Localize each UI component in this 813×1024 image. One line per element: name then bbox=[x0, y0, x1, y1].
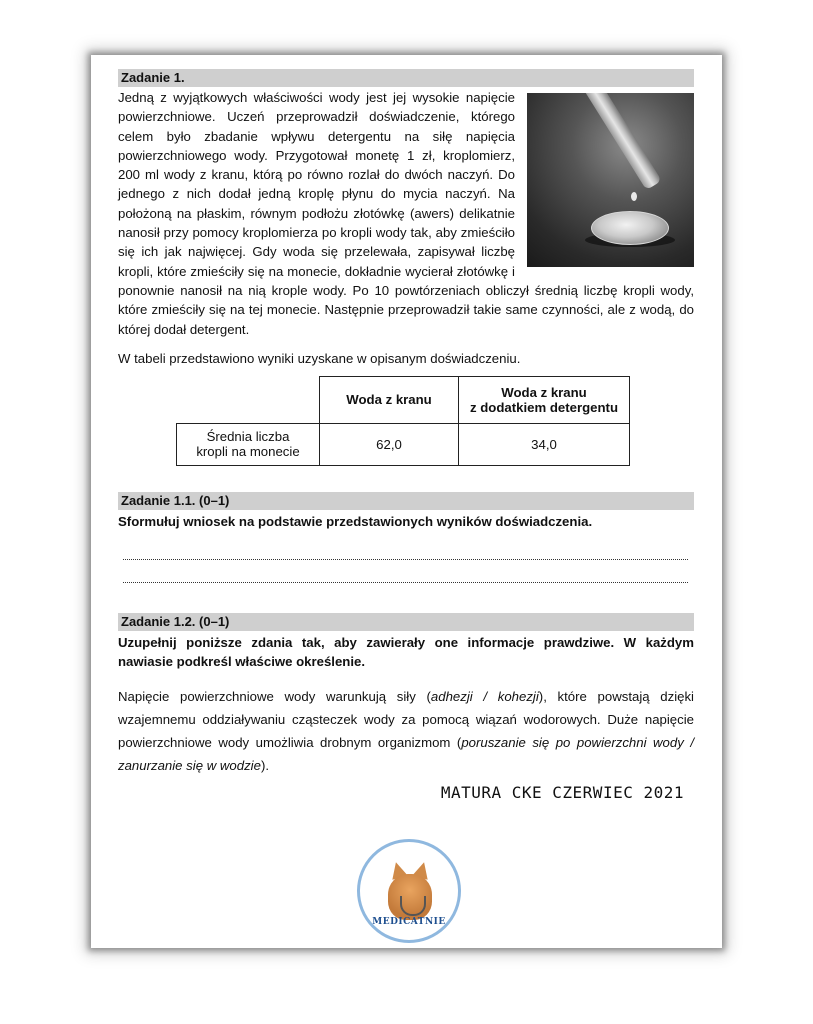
task1-2-paragraph bbox=[118, 685, 694, 777]
task1-2-section bbox=[118, 613, 694, 777]
answer-line-2[interactable] bbox=[123, 560, 688, 583]
header-tap-water-label: Woda z kranu bbox=[346, 392, 432, 408]
matura-stamp: MATURA CKE CZERWIEC 2021 bbox=[440, 782, 684, 802]
logo-text: MEDICATNIE bbox=[372, 917, 446, 927]
option-organisms[interactable]: poruszanie się po powierzchni wody / zanurzanie się w wodzie bbox=[118, 734, 694, 773]
paragraph-part-1: Napięcie powierzchniowe wody warunkują siły ( bbox=[118, 688, 431, 704]
option-forces[interactable]: adhezji / kohezji bbox=[430, 688, 539, 704]
coin-image bbox=[591, 211, 669, 245]
task1-2-question: Uzupełnij poniższe zdania tak, aby zawierały one informacje prawdziwe. W każdym nawiasie podkreśl właściwe określenie. bbox=[118, 634, 694, 669]
table-header-detergent-water bbox=[459, 376, 630, 423]
table-value-tap-water: 62,0 bbox=[320, 423, 459, 465]
medicatnie-logo bbox=[357, 839, 461, 943]
answer-line-1[interactable] bbox=[123, 537, 688, 560]
water-drop-image bbox=[631, 192, 637, 201]
task1-1-heading: Zadanie 1.1. (0–1) bbox=[118, 492, 694, 510]
exam-page bbox=[91, 55, 722, 948]
task1-1-question: Sformułuj wniosek na podstawie przedstawionych wyników doświadczenia. bbox=[118, 513, 593, 529]
paragraph-part-3: ). bbox=[260, 757, 270, 773]
task1-heading: Zadanie 1. bbox=[118, 69, 694, 87]
row-label-line2: kropli na monecie bbox=[196, 444, 300, 460]
table-intro: W tabeli przedstawiono wyniki uzyskane w opisanym doświadczeniu. bbox=[118, 350, 521, 366]
task1-1-section bbox=[118, 492, 694, 583]
pipette-image bbox=[567, 93, 662, 190]
coin-pipette-photo bbox=[527, 93, 694, 267]
table-corner-cell bbox=[177, 376, 320, 423]
page-content bbox=[118, 69, 694, 802]
header-detergent-line2: z dodatkiem detergentu bbox=[469, 399, 618, 415]
table-value-detergent-water: 34,0 bbox=[459, 423, 630, 465]
results-table bbox=[176, 376, 630, 466]
task1-text: Jedną z wyjątkowych właściwości wody jest jej wysokie napięcie powierzchniowe. Uczeń przeprowadził doświadczenie, którego celem było zbadanie wpływu detergentu na siłę napięcia powierzchniowego wody. Przygotował monetę 1 zł, kroplomierz, 200 ml wody z kranu, którą po równo rozlał do dwóch naczyń. Do jednego z nich dodał jedną kroplę płynu do mycia naczyń. Na położoną na płaskim, równym podłożu złotówkę (awers) delikatnie nanosił przy pomocy kroplomierza po kropli wody tak, aby zmieściło się ich jak najwięcej. Gdy woda się przelewała, zapisywał liczbę kropli, które zmieściły się na monecie, dokładnie wycierał złotówkę i ponownie nanosił na nią krople wody. Po 10 powtórzeniach obliczył średnią liczbę kropli wody, które zmieściły się na tej monecie. Następnie przeprowadził takie same czynności, ale z wodą, do której dodał detergent. bbox=[118, 90, 694, 337]
paragraph-part-2: ), które powstają dzięki wzajemnemu oddziaływaniu cząsteczek wody za pomocą wiązań wodorowych. Duże napięcie powierzchniowe wody umożliwia drobnym organizmom ( bbox=[118, 688, 694, 750]
table-header-row bbox=[177, 376, 630, 423]
header-detergent-line1: Woda z kranu bbox=[501, 384, 587, 400]
table-row-label bbox=[177, 423, 320, 465]
row-label-line1: Średnia liczba bbox=[206, 429, 290, 445]
table-header-tap-water bbox=[320, 376, 459, 423]
task1-2-heading: Zadanie 1.2. (0–1) bbox=[118, 613, 694, 631]
table-row bbox=[177, 423, 630, 465]
